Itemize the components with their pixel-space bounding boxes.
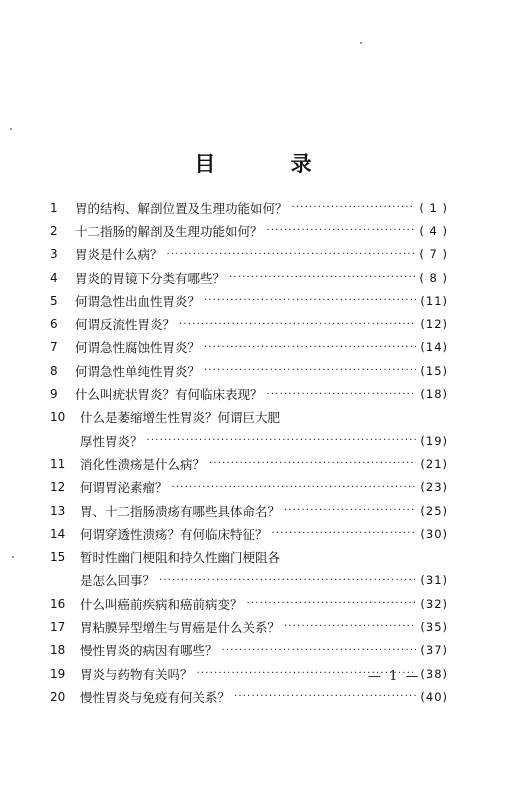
toc-entry bbox=[50, 359, 448, 382]
entry-number: 20 bbox=[50, 689, 66, 704]
dot-leader bbox=[234, 691, 416, 702]
toc-entry bbox=[50, 685, 448, 708]
toc-entry bbox=[50, 406, 448, 429]
dot-leader bbox=[204, 365, 416, 376]
entry-page: (40) bbox=[420, 689, 448, 704]
entry-number: 2 bbox=[50, 223, 58, 238]
toc-entry bbox=[50, 522, 448, 545]
toc-entry bbox=[50, 312, 448, 335]
entry-title: 何谓反流性胃炎？ bbox=[75, 317, 176, 333]
toc-entry bbox=[50, 476, 448, 499]
entry-title: 胃炎的胃镜下分类有哪些？ bbox=[75, 270, 226, 286]
entry-number: 4 bbox=[50, 270, 58, 285]
entry-number: 14 bbox=[50, 526, 66, 541]
entry-page: (21) bbox=[420, 456, 448, 471]
dot-leader bbox=[179, 319, 416, 330]
entry-page: (12) bbox=[420, 317, 448, 332]
entry-page: ( 8 ) bbox=[419, 270, 448, 285]
toc-entry bbox=[50, 639, 448, 662]
entry-number: 7 bbox=[50, 340, 58, 355]
toc-entry bbox=[50, 592, 448, 615]
entry-title: 何谓穿透性溃疡？有何临床特征？ bbox=[80, 526, 268, 542]
entry-page: (25) bbox=[420, 503, 448, 518]
entry-number: 5 bbox=[50, 293, 58, 308]
entry-number: 11 bbox=[50, 456, 66, 471]
dot-leader bbox=[204, 342, 416, 353]
toc-entry-continuation bbox=[50, 569, 448, 592]
entry-number: 10 bbox=[50, 410, 66, 425]
dot-leader bbox=[267, 225, 416, 236]
entry-title-continued: 厚性胃炎？ bbox=[80, 433, 143, 449]
toc-entry bbox=[50, 266, 448, 289]
entry-number: 12 bbox=[50, 480, 66, 495]
scan-speck bbox=[12, 556, 14, 558]
dot-leader bbox=[204, 295, 416, 306]
toc-entry bbox=[50, 219, 448, 242]
entry-number: 3 bbox=[50, 247, 58, 262]
entry-title: 胃炎是什么病？ bbox=[75, 247, 163, 263]
entry-page: ( 7 ) bbox=[419, 247, 448, 262]
entry-number: 19 bbox=[50, 666, 66, 681]
entry-page: (38) bbox=[420, 666, 448, 681]
entry-page: (18) bbox=[420, 387, 448, 402]
entry-title: 胃粘膜异型增生与胃癌是什么关系？ bbox=[80, 619, 281, 635]
entry-title: 十二指肠的解剖及生理功能如何？ bbox=[75, 223, 263, 239]
entry-number: 6 bbox=[50, 317, 58, 332]
entry-title: 胃炎与药物有关吗？ bbox=[80, 666, 193, 682]
entry-page: (11) bbox=[420, 293, 448, 308]
toc-entry bbox=[50, 615, 448, 638]
entry-title-continued: 是怎么回事？ bbox=[80, 573, 156, 589]
dot-leader bbox=[284, 505, 416, 516]
entry-page: (30) bbox=[420, 526, 448, 541]
entry-number: 16 bbox=[50, 596, 66, 611]
entry-title: 何谓急性出血性胃炎？ bbox=[75, 293, 201, 309]
entry-page: (15) bbox=[420, 363, 448, 378]
entry-number: 17 bbox=[50, 619, 66, 634]
entry-page: (37) bbox=[420, 643, 448, 658]
entry-page: (14) bbox=[420, 340, 448, 355]
toc-entry-continuation bbox=[50, 429, 448, 452]
toc-entry bbox=[50, 499, 448, 522]
toc-entry bbox=[50, 196, 448, 219]
dot-leader bbox=[292, 202, 416, 213]
entry-page: ( 4 ) bbox=[419, 223, 448, 238]
entry-title: 什么是萎缩增生性胃炎？何谓巨大肥 bbox=[80, 410, 281, 426]
toc-entry bbox=[50, 289, 448, 312]
dot-leader bbox=[172, 482, 417, 493]
dot-leader bbox=[147, 435, 417, 446]
entry-page: (32) bbox=[420, 596, 448, 611]
page-title: 目 录 bbox=[194, 151, 346, 176]
dot-leader bbox=[222, 645, 417, 656]
entry-page: (23) bbox=[420, 480, 448, 495]
entry-title: 何谓急性单纯性胃炎？ bbox=[75, 363, 201, 379]
scan-speck bbox=[10, 128, 12, 130]
dot-leader bbox=[272, 528, 417, 539]
entry-page: ( 1 ) bbox=[419, 200, 448, 215]
entry-title: 什么叫疣状胃炎？有何临床表现？ bbox=[75, 387, 263, 403]
entry-number: 8 bbox=[50, 363, 58, 378]
entry-number: 1 bbox=[50, 200, 58, 215]
entry-title: 暂时性幽门梗阻和持久性幽门梗阻各 bbox=[80, 550, 281, 566]
entry-number: 15 bbox=[50, 550, 66, 565]
entry-title: 胃的结构、解剖位置及生理功能如何？ bbox=[75, 200, 288, 216]
dot-leader bbox=[167, 249, 416, 260]
entry-title: 消化性溃疡是什么病？ bbox=[80, 456, 206, 472]
toc-entry bbox=[50, 545, 448, 568]
entry-title: 什么叫癌前疾病和癌前病变？ bbox=[80, 596, 243, 612]
entry-page: (31) bbox=[420, 573, 448, 588]
dot-leader bbox=[284, 621, 416, 632]
entry-number: 13 bbox=[50, 503, 66, 518]
entry-title: 何谓胃泌素瘤？ bbox=[80, 480, 168, 496]
entry-title: 何谓急性腐蚀性胃炎？ bbox=[75, 340, 201, 356]
scan-speck bbox=[360, 42, 362, 44]
toc-entry bbox=[50, 243, 448, 266]
entry-title: 胃、十二指肠溃疡有哪些具体命名？ bbox=[80, 503, 281, 519]
toc-entry bbox=[50, 452, 448, 475]
entry-title: 慢性胃炎的病因有哪些？ bbox=[80, 643, 218, 659]
dot-leader bbox=[229, 272, 415, 283]
dot-leader bbox=[267, 389, 417, 400]
entry-number: 9 bbox=[50, 387, 58, 402]
toc-entry bbox=[50, 336, 448, 359]
page-number: — 1 — bbox=[368, 669, 421, 684]
dot-leader bbox=[159, 575, 416, 586]
dot-leader bbox=[247, 598, 417, 609]
entry-page: (35) bbox=[420, 619, 448, 634]
table-of-contents bbox=[50, 196, 448, 709]
entry-title: 慢性胃炎与免疫有何关系？ bbox=[80, 689, 231, 705]
entry-number: 18 bbox=[50, 643, 66, 658]
toc-entry bbox=[50, 382, 448, 405]
dot-leader bbox=[209, 458, 416, 469]
entry-page: (19) bbox=[420, 433, 448, 448]
